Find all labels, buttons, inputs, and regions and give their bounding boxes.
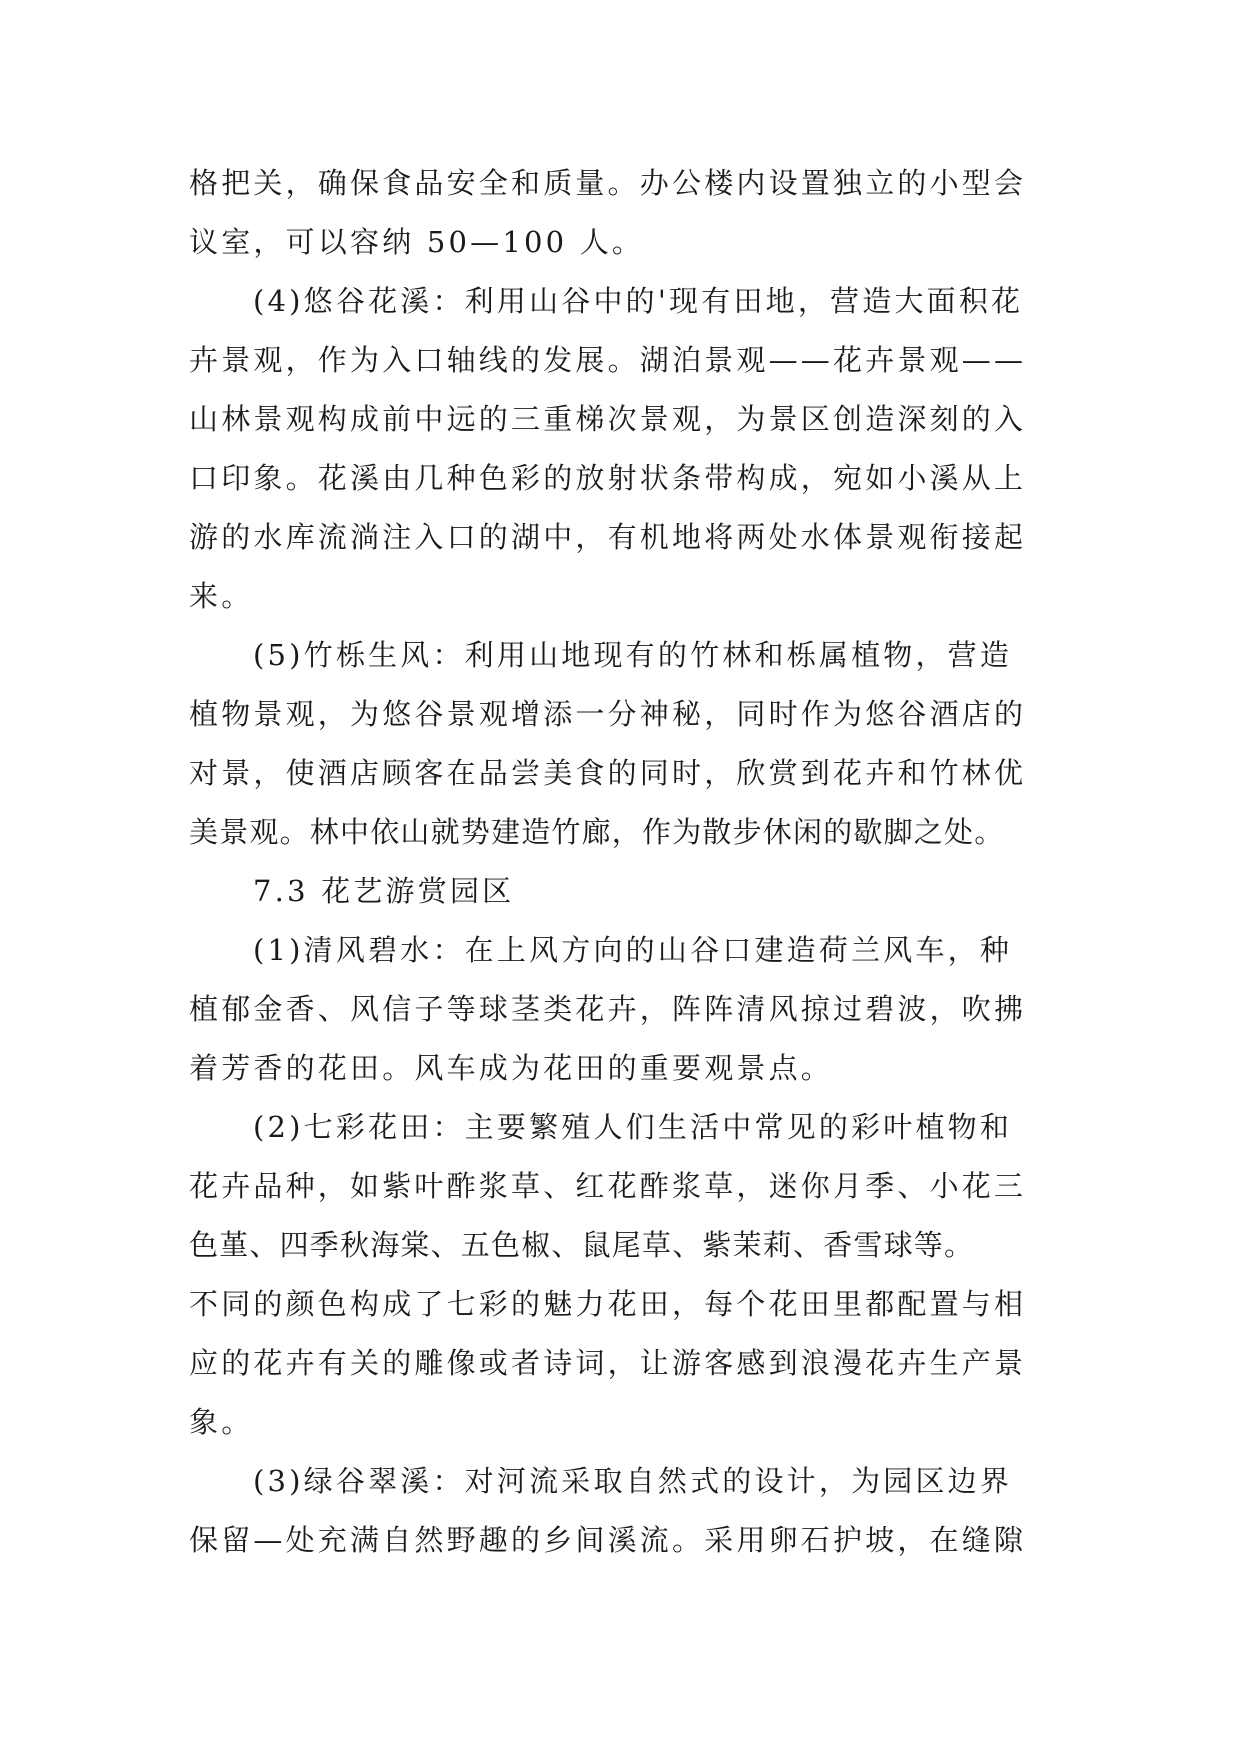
text-line: 游的水库流淌注入口的湖中，有机地将两处水体景观衔接起 — [189, 520, 1027, 554]
paragraph-start-line: (1)清风碧水：在上风方向的山谷口建造荷兰风车，种 — [253, 933, 1013, 967]
text-line: 植郁金香、风信子等球茎类花卉，阵阵清风掠过碧波，吹拂 — [189, 992, 1027, 1026]
text-line: 色堇、四季秋海棠、五色椒、鼠尾草、紫茉莉、香雪球等。 — [189, 1228, 975, 1262]
text-line: 对景，使酒店顾客在品尝美食的同时，欣赏到花卉和竹林优 — [189, 756, 1027, 790]
section-heading: 7.3 花艺游赏园区 — [253, 874, 515, 908]
text-line: 来。 — [189, 579, 254, 613]
paragraph-start-line: (4)悠谷花溪：利用山谷中的'现有田地，营造大面积花 — [253, 284, 1024, 318]
text-line: 口印象。花溪由几种色彩的放射状条带构成，宛如小溪从上 — [189, 461, 1027, 495]
text-line: 美景观。林中依山就势建造竹廊，作为散步休闲的歇脚之处。 — [189, 815, 1005, 849]
paragraph-start-line: (3)绿谷翠溪：对河流采取自然式的设计，为园区边界 — [253, 1464, 1013, 1498]
text-line: 着芳香的花田。风车成为花田的重要观景点。 — [189, 1051, 834, 1085]
text-line: 格把关，确保食品安全和质量。办公楼内设置独立的小型会 — [189, 166, 1027, 200]
text-line: 象。 — [189, 1405, 254, 1439]
text-line: 植物景观，为悠谷景观增添一分神秘，同时作为悠谷酒店的 — [189, 697, 1027, 731]
text-line: 不同的颜色构成了七彩的魅力花田，每个花田里都配置与相 — [189, 1287, 1027, 1321]
text-line: 保留—处充满自然野趣的乡间溪流。采用卵石护坡，在缝隙 — [189, 1523, 1027, 1557]
text-line: 议室，可以容纳 50—100 人。 — [189, 225, 645, 259]
text-line: 应的花卉有关的雕像或者诗词，让游客感到浪漫花卉生产景 — [189, 1346, 1027, 1380]
paragraph-start-line: (5)竹栎生风：利用山地现有的竹林和栎属植物，营造 — [253, 638, 1013, 672]
text-line: 山林景观构成前中远的三重梯次景观，为景区创造深刻的入 — [189, 402, 1027, 436]
text-line: 花卉品种，如紫叶酢浆草、红花酢浆草，迷你月季、小花三 — [189, 1169, 1027, 1203]
paragraph-start-line: (2)七彩花田：主要繁殖人们生活中常见的彩叶植物和 — [253, 1110, 1013, 1144]
text-line: 卉景观，作为入口轴线的发展。湖泊景观——花卉景观—— — [189, 343, 1027, 377]
